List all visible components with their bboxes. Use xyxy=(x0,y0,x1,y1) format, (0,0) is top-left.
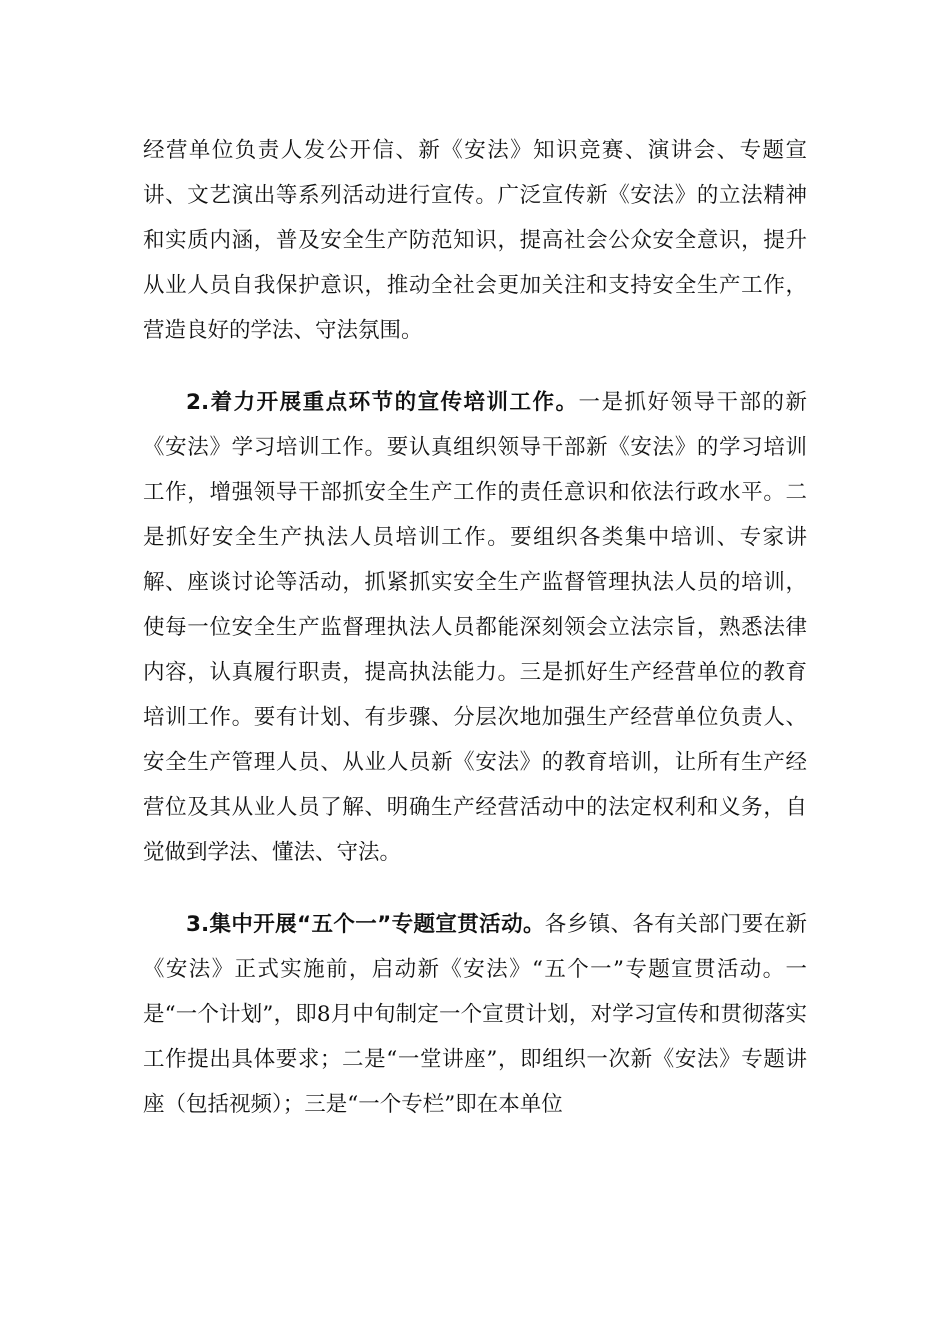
paragraph-body: 一是抓好领导干部的新《安法》学习培训工作。要认真组织领导干部新《安法》的学习培训工作，增强领导干部抓安全生产工作的责任意识和依法行政水平。二是抓好安全生产执法人员培训工作。要组织各类集中培训、专家讲解、座谈讨论等活动，抓紧抓实安全生产监督管理执法人员的培训，使每一位安全生产监督理执法人员都能深刻领会立法宗旨，熟悉法律内容，认真履行职责，提高执法能力。三是抓好生产经营单位的教育培训工作。要有计划、有步骤、分层次地加强生产经营单位负责人、安全生产管理人员、从业人员新《安法》的教育培训，让所有生产经营位及其从业人员了解、明确生产经营活动中的法定权利和义务，自觉做到学法、懂法、守法。 xyxy=(143,390,807,865)
document-page xyxy=(143,128,807,1127)
section-heading: 3.集中开展“五个一”专题宣贯活动。 xyxy=(186,912,545,937)
paragraph-training xyxy=(143,380,807,875)
section-heading: 2.着力开展重点环节的宣传培训工作。 xyxy=(186,390,579,415)
paragraph-body: 经营单位负责人发公开信、新《安法》知识竞赛、演讲会、专题宣讲、文艺演出等系列活动进行宣传。广泛宣传新《安法》的立法精神和实质内涵，普及安全生产防范知识，提高社会公众安全意识，提升从业人员自我保护意识，推动全社会更加关注和支持安全生产工作，营造良好的学法、守法氛围。 xyxy=(143,138,807,343)
paragraph-five-ones xyxy=(143,902,807,1127)
paragraph-publicity xyxy=(143,128,807,353)
paragraph-body: 各乡镇、各有关部门要在新《安法》正式实施前，启动新《安法》“五个一”专题宣贯活动。一是“一个计划”，即8月中旬制定一个宣贯计划，对学习宣传和贯彻落实工作提出具体要求；二是“一堂讲座”，即组织一次新《安法》专题讲座（包括视频）；三是“一个专栏”即在本单位 xyxy=(143,912,807,1117)
